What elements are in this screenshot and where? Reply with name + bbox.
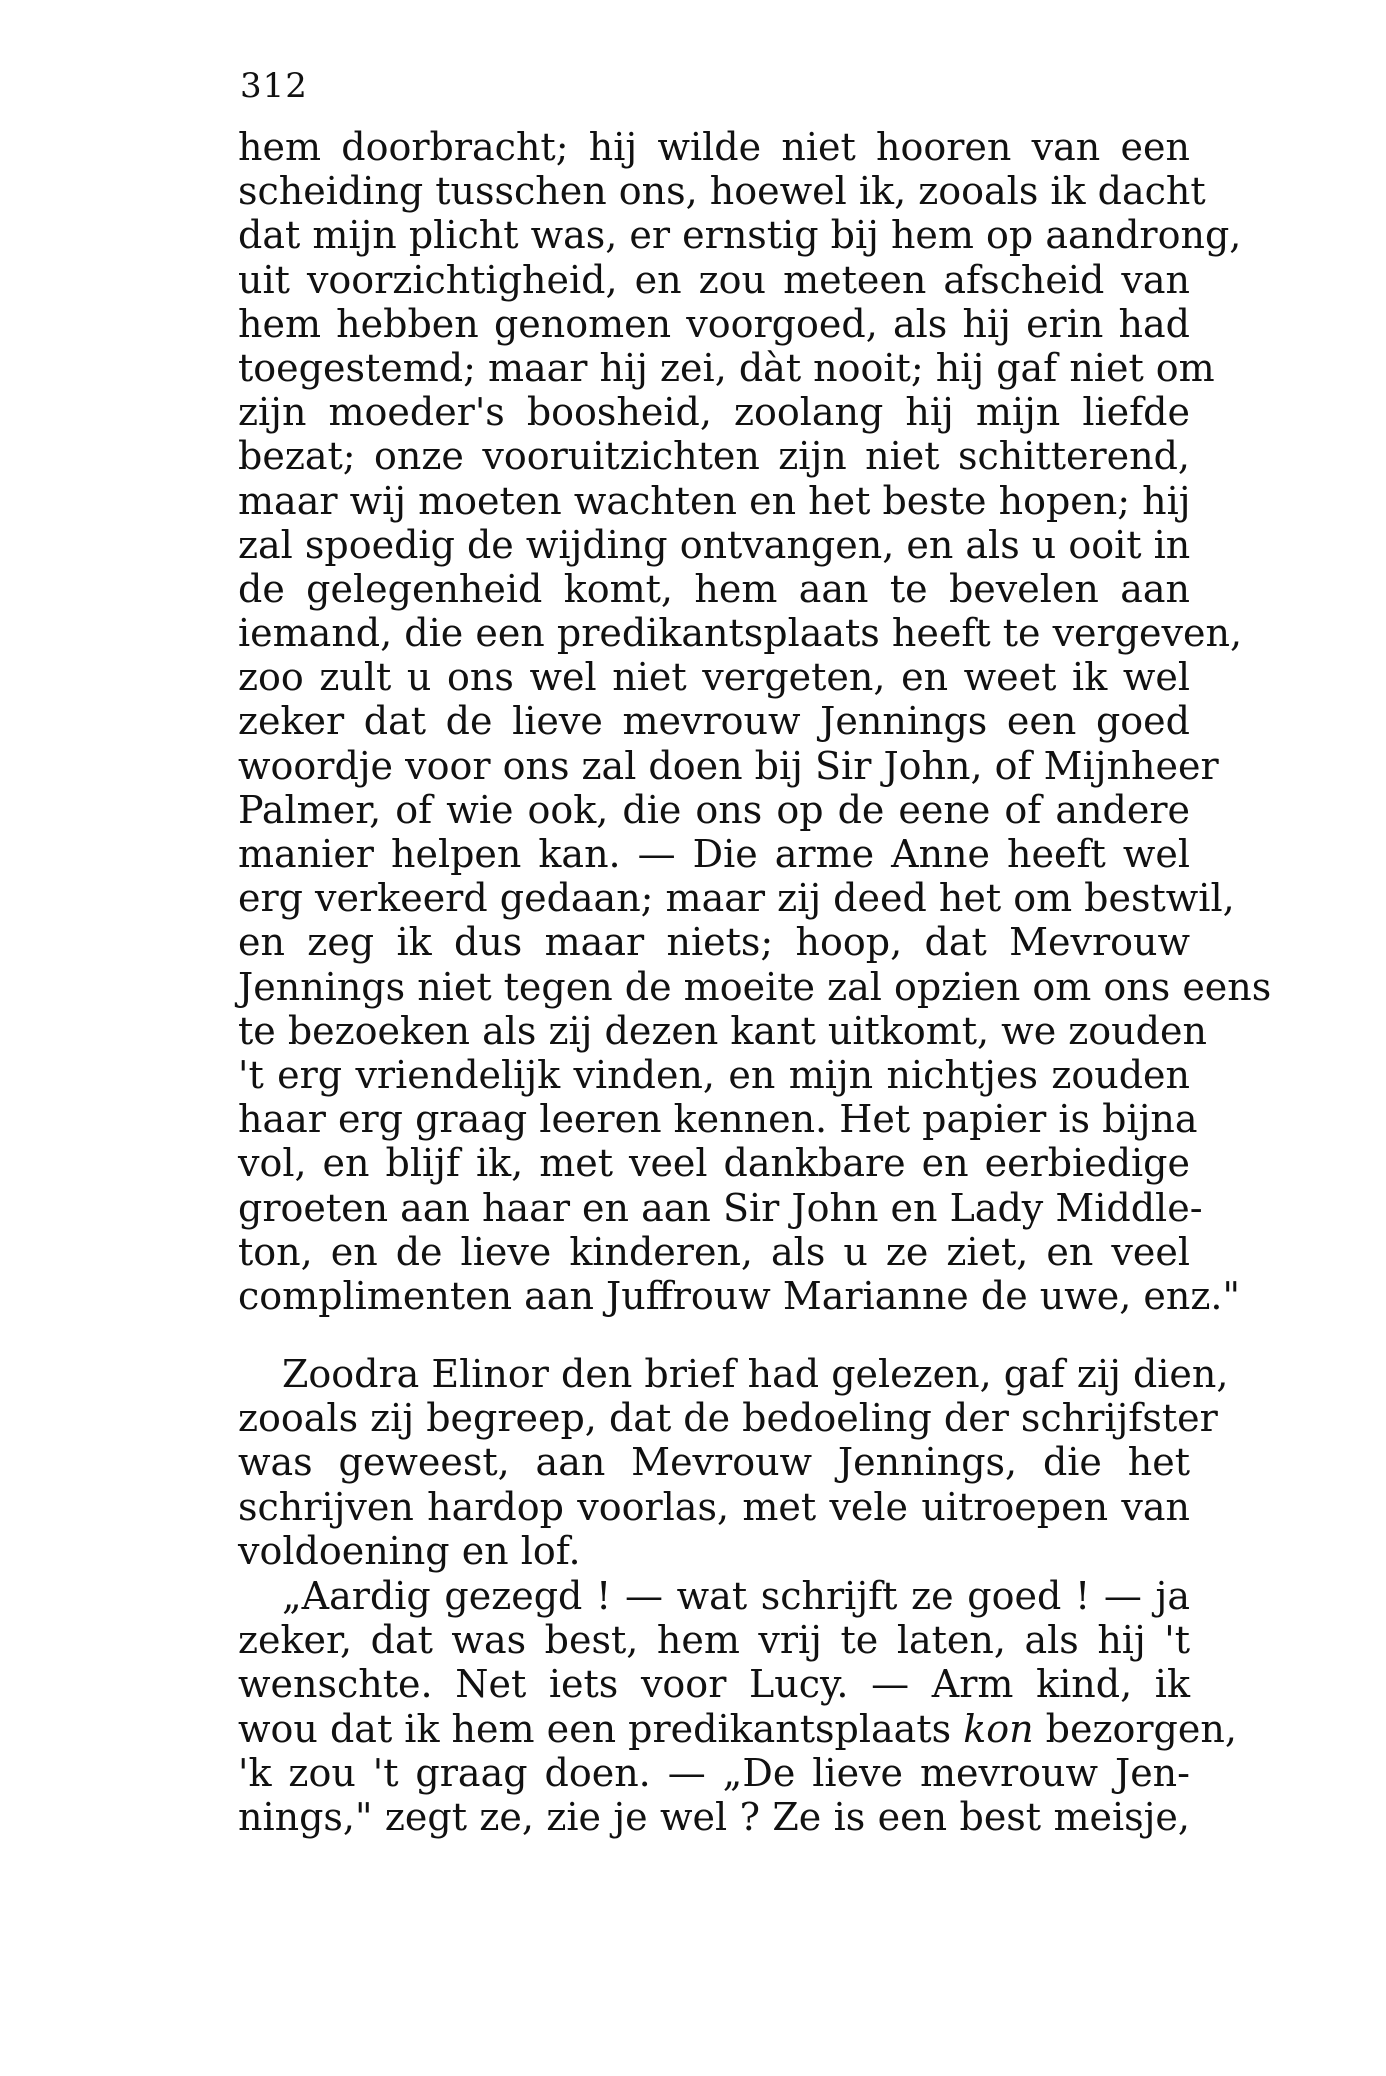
text-fragment: bezorgen, xyxy=(1033,1706,1237,1751)
text-line: Palmer, of wie ook, die ons op de eene of andere xyxy=(238,787,1190,832)
text-line: 't erg vriendelijk vinden, en mijn nichtjes zouden xyxy=(238,1052,1190,1097)
text-line: en zeg ik dus maar niets; hoop, dat Mevrouw xyxy=(238,920,1190,965)
text-line: zal spoedig de wijding ontvangen, en als u ooit in xyxy=(238,522,1191,567)
paragraph-zoodra xyxy=(238,1352,1229,1573)
text-line: zooals zij begreep, dat de bedoeling der schrijfster xyxy=(238,1396,1218,1441)
text-line: zeker, dat was best, hem vrij te laten, als hij 't xyxy=(238,1618,1190,1663)
letter-text xyxy=(238,125,1272,1318)
text-line: 'k zou 't graag doen. — „De lieve mevrouw Jen- xyxy=(238,1750,1190,1795)
text-line: hem doorbracht; hij wilde niet hooren van een xyxy=(238,125,1190,169)
text-line: „Aardig gezegd ! — wat schrijft ze goed ! — ja xyxy=(282,1574,1190,1618)
text-line: toegestemd; maar hij zei, dàt nooit; hij gaf niet om xyxy=(238,345,1215,390)
text-line: vol, en blijf ik, met veel dankbare en eerbiedige xyxy=(238,1141,1190,1186)
text-line: complimenten aan Juffrouw Marianne de uwe, enz." xyxy=(238,1273,1240,1318)
text-fragment: wou dat ik hem een predikantsplaats xyxy=(238,1706,964,1751)
text-line: bezat; onze vooruitzichten zijn niet schitterend, xyxy=(238,434,1190,479)
text-line: dat mijn plicht was, er ernstig bij hem op aandrong, xyxy=(238,213,1242,258)
text-line: wenschte. Net iets voor Lucy. — Arm kind, ik xyxy=(238,1662,1190,1707)
text-line: scheiding tusschen ons, hoewel ik, zooals ik dacht xyxy=(238,169,1206,214)
text-line: groeten aan haar en aan Sir John en Lady Middle- xyxy=(238,1185,1203,1230)
page-number: 312 xyxy=(240,66,308,106)
text-line: te bezoeken als zij dezen kant uitkomt, we zouden xyxy=(238,1008,1207,1053)
text-line: de gelegenheid komt, hem aan te bevelen aan xyxy=(238,566,1190,611)
text-line: hem hebben genomen voorgoed, als hij erin had xyxy=(238,301,1190,346)
text-line: ton, en de lieve kinderen, als u ze ziet, en veel xyxy=(238,1229,1190,1274)
text-line: nings," zegt ze, zie je wel ? Ze is een best meisje, xyxy=(238,1794,1190,1839)
text-line: zeker dat de lieve mevrouw Jennings een goed xyxy=(238,699,1190,744)
text-line: maar wij moeten wachten en het beste hopen; hij xyxy=(238,478,1191,523)
text-line: manier helpen kan. — Die arme Anne heeft wel xyxy=(238,832,1190,876)
text-line: was geweest, aan Mevrouw Jennings, die het xyxy=(238,1440,1190,1485)
paragraph-aardig xyxy=(238,1574,1237,1839)
text-line: voldoening en lof. xyxy=(238,1528,581,1573)
text-line: zijn moeder's boosheid, zoolang hij mijn liefde xyxy=(238,390,1190,435)
text-line: zoo zult u ons wel niet vergeten, en weet ik wel xyxy=(238,655,1190,700)
italic-word: kon xyxy=(963,1706,1034,1751)
text-line: Jennings niet tegen de moeite zal opzien om ons eens xyxy=(238,964,1272,1009)
text-line: woordje voor ons zal doen bij Sir John, of Mijnheer xyxy=(238,743,1219,788)
text-line: iemand, die een predikantsplaats heeft te vergeven, xyxy=(238,611,1243,656)
text-line: erg verkeerd gedaan; maar zij deed het om bestwil, xyxy=(238,876,1235,921)
text-line: Zoodra Elinor den brief had gelezen, gaf zij dien, xyxy=(282,1352,1229,1396)
text-line: haar erg graag leeren kennen. Het papier is bijna xyxy=(238,1097,1198,1142)
text-line: schrijven hardop voorlas, met vele uitroepen van xyxy=(238,1484,1190,1529)
text-line: uit voorzichtigheid, en zou meteen afscheid van xyxy=(238,257,1190,302)
text-line xyxy=(238,1706,1237,1751)
